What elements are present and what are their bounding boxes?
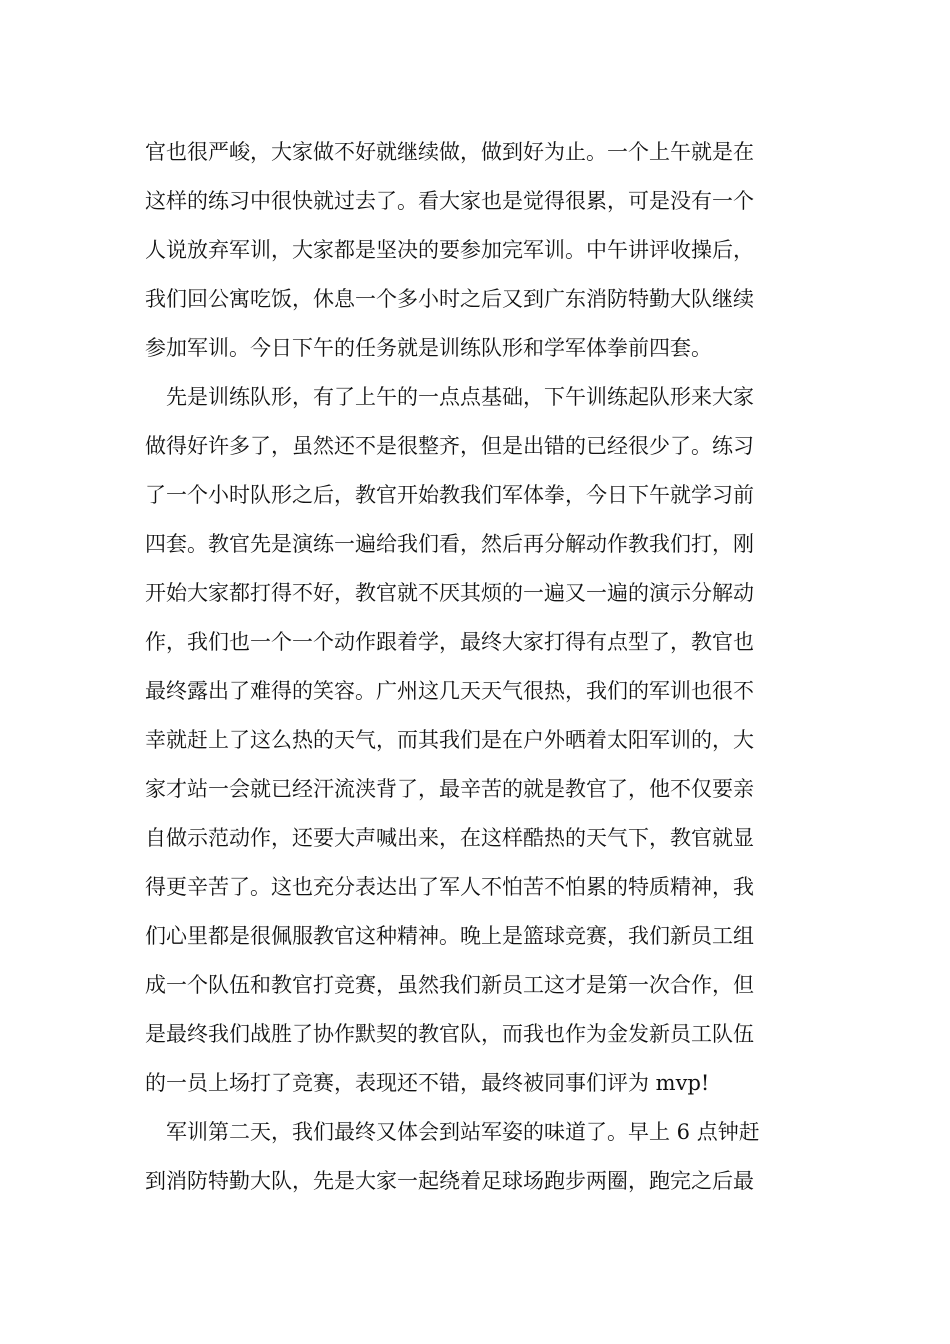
text-line: 了一个小时队形之后，教官开始教我们军体拳，今日下午就学习前 xyxy=(145,483,754,507)
text-line: 幸就赶上了这么热的天气，而其我们是在户外晒着太阳军训的，大 xyxy=(145,728,754,752)
text-line: 是最终我们战胜了协作默契的教官队，而我也作为金发新员工队伍 xyxy=(145,1022,754,1046)
text-line: 开始大家都打得不好，教官就不厌其烦的一遍又一遍的演示分解动 xyxy=(145,581,754,605)
text-line: 我们回公寓吃饭，休息一个多小时之后又到广东消防特勤大队继续 xyxy=(145,287,754,311)
document-body xyxy=(145,128,810,1206)
paragraph-1 xyxy=(145,128,810,373)
text-line: 先是训练队形，有了上午的一点点基础，下午训练起队形来大家 xyxy=(145,385,754,409)
text-line: 自做示范动作，还要大声喊出来，在这样酷热的天气下，教官就显 xyxy=(145,826,754,850)
text-line: 这样的练习中很快就过去了。看大家也是觉得很累，可是没有一个 xyxy=(145,189,754,213)
text-line: 到消防特勤大队，先是大家一起绕着足球场跑步两圈，跑完之后最 xyxy=(145,1169,754,1193)
text-line: 四套。教官先是演练一遍给我们看，然后再分解动作教我们打，刚 xyxy=(145,532,754,556)
text-line: 得更辛苦了。这也充分表达出了军人不怕苦不怕累的特质精神，我 xyxy=(145,875,754,899)
text-line: 的一员上场打了竞赛，表现还不错，最终被同事们评为 mvp! xyxy=(145,1071,710,1095)
text-line: 做得好许多了，虽然还不是很整齐，但是出错的已经很少了。练习 xyxy=(145,434,754,458)
text-line: 最终露出了难得的笑容。广州这几天天气很热，我们的军训也很不 xyxy=(145,679,754,703)
text-line: 人说放弃军训，大家都是坚决的要参加完军训。中午讲评收操后， xyxy=(145,238,754,262)
text-line: 作，我们也一个一个动作跟着学，最终大家打得有点型了，教官也 xyxy=(145,630,754,654)
text-line: 官也很严峻，大家做不好就继续做，做到好为止。一个上午就是在 xyxy=(145,140,754,164)
paragraph-2 xyxy=(145,373,810,1108)
text-line: 成一个队伍和教官打竞赛，虽然我们新员工这才是第一次合作，但 xyxy=(145,973,754,997)
text-line: 军训第二天，我们最终又体会到站军姿的味道了。早上 6 点钟赶 xyxy=(145,1120,760,1144)
paragraph-3 xyxy=(145,1108,810,1206)
text-line: 家才站一会就已经汗流浃背了，最辛苦的就是教官了，他不仅要亲 xyxy=(145,777,754,801)
text-line: 们心里都是很佩服教官这种精神。晚上是篮球竞赛，我们新员工组 xyxy=(145,924,754,948)
text-line: 参加军训。今日下午的任务就是训练队形和学军体拳前四套。 xyxy=(145,336,712,360)
